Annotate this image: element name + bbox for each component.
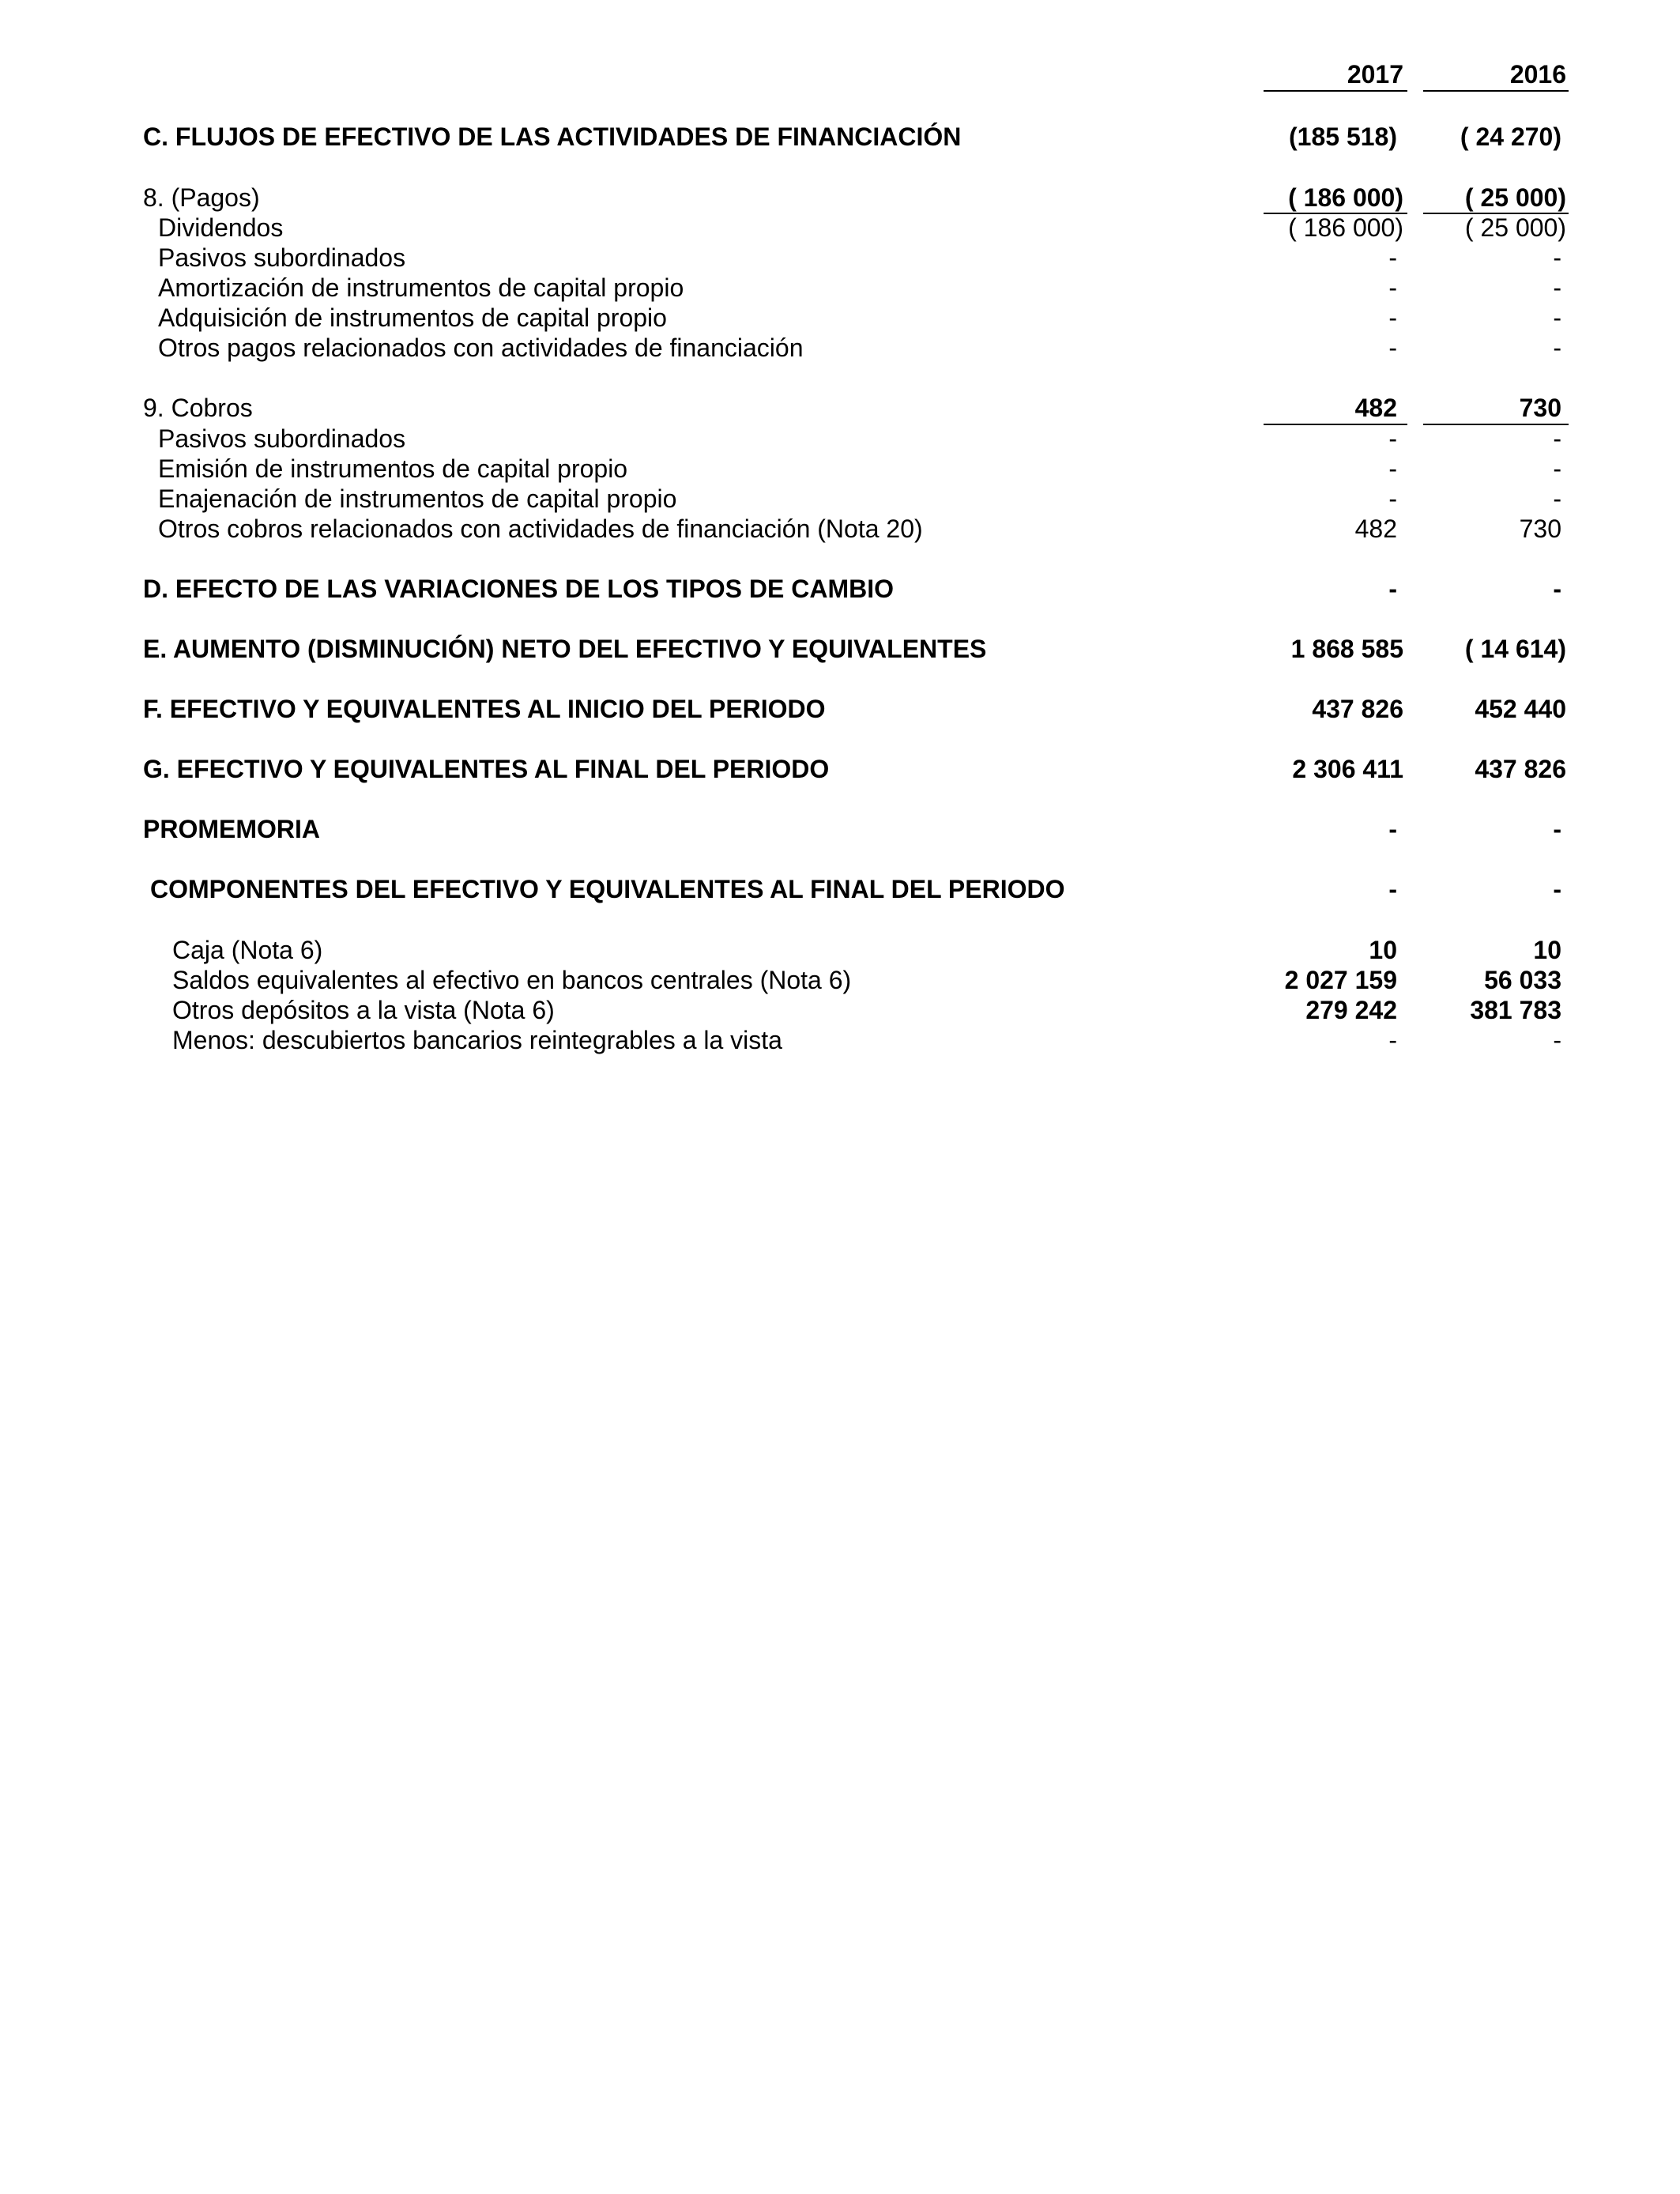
section-e-label: E. AUMENTO (DISMINUCIÓN) NETO DEL EFECTIVO Y EQUIVALENTES xyxy=(143,635,987,663)
section-d-row xyxy=(0,573,1680,605)
pagos-item-2016: - xyxy=(1553,334,1561,362)
section-g-2017: 2 306 411 xyxy=(1292,755,1403,783)
cobros-item-label: Otros cobros relacionados con actividades de financiación (Nota 20) xyxy=(158,515,923,543)
section-e-2017: 1 868 585 xyxy=(1290,635,1403,663)
section-d-2017: - xyxy=(1388,575,1397,603)
componentes-item-label: Menos: descubiertos bancarios reintegrables a la vista xyxy=(172,1026,782,1054)
componentes-item-2016: 56 033 xyxy=(1484,966,1561,994)
cobros-row xyxy=(0,392,1680,424)
year-2017-header: 2017 xyxy=(1347,60,1403,89)
componentes-2017: - xyxy=(1388,875,1397,903)
cobros-item-2017: - xyxy=(1388,454,1397,483)
cobros-item-2017: - xyxy=(1388,424,1397,453)
pagos-item-label: Amortización de instrumentos de capital propio xyxy=(158,273,684,302)
pagos-item-2016: - xyxy=(1553,243,1561,272)
componentes-2016: - xyxy=(1553,875,1561,903)
componentes-label: COMPONENTES DEL EFECTIVO Y EQUIVALENTES AL FINAL DEL PERIODO xyxy=(150,875,1065,903)
cobros-item-label: Enajenación de instrumentos de capital propio xyxy=(158,484,677,513)
pagos-label: 8. (Pagos) xyxy=(143,183,260,212)
cobros-item-2016: - xyxy=(1553,454,1561,483)
pagos-item-row xyxy=(0,302,1680,334)
pagos-item-2017: ( 186 000) xyxy=(1288,213,1403,242)
section-d-label: D. EFECTO DE LAS VARIACIONES DE LOS TIPOS DE CAMBIO xyxy=(143,575,895,603)
componentes-item-2016: 10 xyxy=(1533,936,1561,964)
promemoria-2017: - xyxy=(1388,815,1397,843)
section-g-row xyxy=(0,753,1680,785)
section-f-label: F. EFECTIVO Y EQUIVALENTES AL INICIO DEL PERIODO xyxy=(143,695,826,723)
pagos-item-row xyxy=(0,272,1680,303)
pagos-item-row xyxy=(0,242,1680,273)
pagos-2016: ( 25 000) xyxy=(1464,183,1566,212)
section-c-label: C. FLUJOS DE EFECTIVO DE LAS ACTIVIDADES DE FINANCIACIÓN xyxy=(143,123,962,151)
pagos-item-2016: - xyxy=(1553,273,1561,302)
pagos-item-2017: - xyxy=(1388,273,1397,302)
componentes-item-label: Saldos equivalentes al efectivo en bancos centrales (Nota 6) xyxy=(172,966,852,994)
pagos-item-2017: - xyxy=(1388,243,1397,272)
componentes-item-2017: 2 027 159 xyxy=(1284,966,1397,994)
year-2017-underline xyxy=(1264,90,1407,92)
cobros-item-row xyxy=(0,513,1680,545)
pagos-2017: ( 186 000) xyxy=(1288,183,1403,212)
section-c-row xyxy=(0,121,1680,153)
pagos-item-label: Adquisición de instrumentos de capital propio xyxy=(158,303,667,332)
pagos-item-2016: ( 25 000) xyxy=(1464,213,1566,242)
pagos-row xyxy=(0,182,1680,213)
componentes-item-row xyxy=(0,964,1680,996)
componentes-item-row xyxy=(0,934,1680,966)
cobros-2016: 730 xyxy=(1519,394,1561,422)
pagos-item-label: Pasivos subordinados xyxy=(158,243,406,272)
column-header-row xyxy=(0,58,1680,90)
componentes-item-label: Otros depósitos a la vista (Nota 6) xyxy=(172,996,555,1024)
section-c-2016: ( 24 270) xyxy=(1460,123,1561,151)
componentes-item-2016: 381 783 xyxy=(1470,996,1561,1024)
section-f-2017: 437 826 xyxy=(1312,695,1403,723)
componentes-item-2017: - xyxy=(1388,1026,1397,1054)
componentes-item-2017: 279 242 xyxy=(1305,996,1397,1024)
componentes-item-row xyxy=(0,994,1680,1026)
cobros-2017: 482 xyxy=(1354,394,1397,422)
year-2016-header: 2016 xyxy=(1509,60,1566,89)
cobros-item-label: Emisión de instrumentos de capital propio xyxy=(158,454,628,483)
cobros-item-2017: 482 xyxy=(1354,515,1397,543)
promemoria-label: PROMEMORIA xyxy=(143,815,320,843)
cobros-label: 9. Cobros xyxy=(143,394,253,422)
promemoria-2016: - xyxy=(1553,815,1561,843)
cobros-item-2016: 730 xyxy=(1519,515,1561,543)
cobros-item-row xyxy=(0,453,1680,484)
cobros-item-2017: - xyxy=(1388,484,1397,513)
section-e-2016: ( 14 614) xyxy=(1464,635,1566,663)
section-g-label: G. EFECTIVO Y EQUIVALENTES AL FINAL DEL PERIODO xyxy=(143,755,830,783)
componentes-item-2016: - xyxy=(1553,1026,1561,1054)
section-f-2016: 452 440 xyxy=(1475,695,1566,723)
section-c-2017: (185 518) xyxy=(1289,123,1397,151)
section-e-row xyxy=(0,633,1680,665)
pagos-item-row xyxy=(0,212,1680,243)
year-2016-underline xyxy=(1423,90,1569,92)
pagos-item-2016: - xyxy=(1553,303,1561,332)
cobros-item-2016: - xyxy=(1553,424,1561,453)
pagos-item-row xyxy=(0,332,1680,364)
promemoria-row xyxy=(0,813,1680,845)
pagos-item-label: Dividendos xyxy=(158,213,284,242)
componentes-row xyxy=(0,873,1680,905)
cobros-item-row xyxy=(0,483,1680,515)
pagos-item-label: Otros pagos relacionados con actividades de financiación xyxy=(158,334,804,362)
componentes-item-2017: 10 xyxy=(1369,936,1397,964)
cobros-item-row xyxy=(0,423,1680,454)
cobros-item-2016: - xyxy=(1553,484,1561,513)
section-g-2016: 437 826 xyxy=(1475,755,1566,783)
componentes-item-row xyxy=(0,1024,1680,1056)
section-d-2016: - xyxy=(1553,575,1561,603)
pagos-item-2017: - xyxy=(1388,334,1397,362)
pagos-item-2017: - xyxy=(1388,303,1397,332)
cobros-item-label: Pasivos subordinados xyxy=(158,424,406,453)
section-f-row xyxy=(0,693,1680,725)
componentes-item-label: Caja (Nota 6) xyxy=(172,936,323,964)
